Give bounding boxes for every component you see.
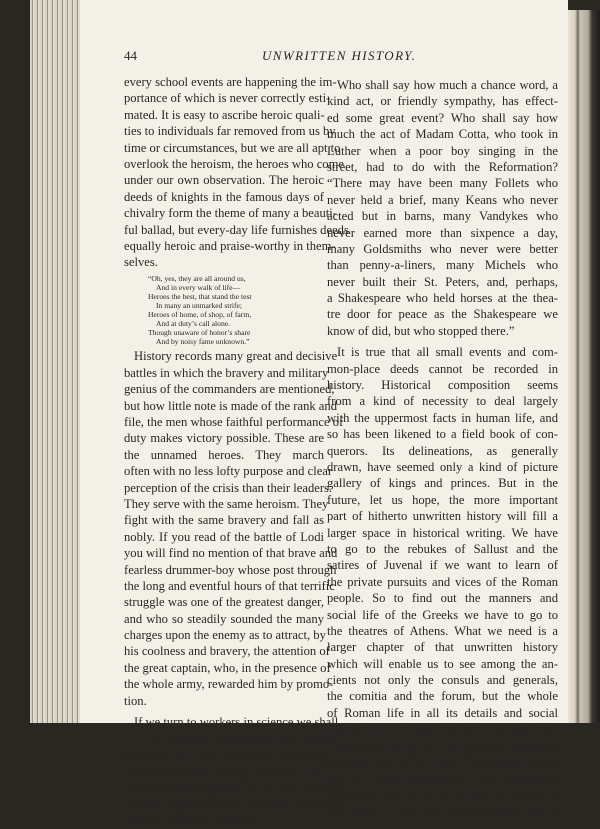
text-line: fight with the same bravery and fall as: [124, 513, 324, 528]
text-line: battles in which the bravery and military: [124, 365, 329, 380]
text-line: drawn, have seemed only a kind of picture: [327, 459, 558, 474]
text-line: History records many great and decisive: [134, 349, 338, 364]
text-line: It is true that all small events and com-: [337, 345, 558, 360]
poem-line: Heroes the best, that stand the test: [148, 291, 252, 301]
text-line: time or circumstances, but we are all apt to: [124, 140, 341, 155]
paragraph: [124, 74, 349, 271]
text-line: portance of which is never correctly esti-: [124, 91, 331, 106]
poem-line: And in every walk of life—: [156, 282, 241, 292]
text-line: cients not only the consuls and generals,: [327, 673, 558, 688]
poem-line: And by noisy fame unknown.”: [156, 337, 250, 347]
text-line: often with no less lofty purpose and clear: [124, 464, 333, 479]
text-line: a Shakespeare who held horses at the thea-: [327, 291, 558, 306]
text-line: struggle was one of the greatest danger,: [124, 595, 324, 610]
text-line: well of noble deeds about the hearthstone: [327, 771, 558, 786]
text-line: They serve with the same heroism. They: [124, 496, 329, 511]
poem-line: “Oh, yes, they are all around us,: [148, 273, 246, 283]
text-line: part of hitherto unwritten history will fill a: [327, 509, 558, 524]
text-line: acted but in barns, many Vandykes who: [327, 209, 558, 224]
text-line: duty makes victory possible. These are: [124, 431, 324, 446]
text-line: kind act, or friendly sympathy, has effect-: [327, 94, 558, 109]
text-line: know of did, but who stopped there.”: [327, 323, 515, 338]
text-line: overlook the heroism, the heroes who come: [124, 156, 344, 171]
right-page-edges: [565, 10, 600, 723]
text-line: world’s forgotten worthies.: [124, 813, 261, 828]
text-line: wrought for the good of all, but their names: [124, 780, 344, 795]
text-line: tre door for peace as the Shakespeare we: [327, 307, 558, 322]
text-line: than penny-a-liners, many Michels who: [327, 258, 558, 273]
text-line: and social life as of the outer and public: [327, 804, 558, 819]
paragraph: [124, 348, 344, 709]
text-line: “There may have been many Follets who: [327, 176, 558, 191]
poem-quote: [124, 274, 324, 347]
left-column: [124, 74, 349, 829]
text-line: mated. It is easy to ascribe heroic quali-: [124, 107, 325, 122]
text-line: the great captain, who, in the presence of: [124, 660, 331, 675]
text-line: and who so steadily sounded the many: [124, 611, 324, 626]
text-line: under our own observation. The heroic: [124, 173, 324, 188]
text-line: never held a brief, many Keans who never: [327, 192, 558, 207]
text-line: Luther when a poor boy singing in the: [327, 143, 558, 158]
text-line: have given to us all that goes to make up: [327, 738, 558, 753]
text-line: his coolness and bravery, the attention of: [124, 644, 330, 659]
text-line: the unnamed heroes. They march: [124, 447, 324, 462]
text-line: but how little note is made of the rank and: [124, 398, 337, 413]
text-line: nobly. If you read of the battle of Lodi: [124, 529, 324, 544]
text-line: the private pursuits and vices of the Roman: [327, 574, 558, 589]
text-line: the whole army, rewarded him by promo-: [124, 677, 334, 692]
text-line: chivalry form the theme of many a beauti-: [124, 206, 337, 221]
text-line: the long and eventful hours of that terrific: [124, 578, 335, 593]
poem-line: Heroes of home, of shop, of farm,: [148, 310, 252, 320]
text-line: street, had to do with the Reformation?: [327, 159, 558, 174]
text-line: of Roman life in all its details and social: [327, 705, 558, 720]
text-line: history. Historical composition seems: [327, 378, 558, 393]
text-line: the comitia and the forum, but the whole: [327, 689, 558, 704]
text-line: to go to the rebukes of Sallust and the: [327, 541, 558, 556]
text-line: charges upon the enemy as to attract, by: [124, 628, 326, 643]
text-line: future, let us hope, the more important: [327, 492, 558, 507]
poem-line: And at duty’s call alone.: [156, 319, 231, 329]
page-number: 44: [124, 48, 137, 63]
text-line: never earned more than sixpence a day,: [327, 225, 558, 240]
text-line: many Goldsmiths who never were better: [327, 241, 558, 256]
text-line: people. So to find out the manners and: [327, 591, 558, 606]
poem-line: Though unaware of honor’s share: [148, 328, 251, 338]
text-line: satires of Juvenal if we want to learn of: [327, 558, 558, 573]
text-line: every school events are happening the im-: [124, 75, 337, 89]
text-line: gallery of kings and princes. But in the: [327, 476, 558, 491]
text-line: querors. Its delineations, as generally: [327, 443, 558, 458]
text-line: never built their St. Peters, and, perhaps,: [327, 274, 558, 289]
text-line: have only gone to swell the long list of the: [124, 796, 339, 811]
paragraph: [327, 344, 558, 819]
text-line: social life of the Greeks we have to go to: [327, 607, 558, 622]
text-line: genius of the commanders are mentioned,: [124, 382, 335, 397]
paragraph: [327, 77, 558, 339]
text-line: selves.: [124, 255, 158, 270]
left-page-edges: [30, 0, 82, 723]
text-line: the sum-total of our manifold activities, as: [327, 755, 558, 770]
poem-line: In many an unmarked strife;: [156, 300, 243, 310]
text-line: with the uppermost facts in human life, and: [327, 410, 558, 425]
text-line: Who shall say how much a chance word, a: [337, 78, 558, 92]
text-line: the theatres of Athens. What we need is a: [327, 623, 558, 638]
text-line: mon-place deeds cannot be recorded in: [327, 361, 558, 376]
text-line: If we turn to workers in science we shall: [134, 715, 339, 730]
text-line: larger chapter of that unwritten history: [327, 640, 558, 655]
text-line: larger space in historical writing. We have: [327, 525, 558, 540]
text-line: which will enable us to see among the an-: [327, 656, 558, 671]
text-line: so has been likened to a field book of con-: [327, 427, 558, 442]
text-line: aspects. While with modern life we shall: [327, 722, 558, 737]
text-line: you will find no mention of that brave and: [124, 546, 338, 561]
right-column: [327, 77, 558, 820]
text-line: from a kind of necessity to deal largely: [327, 394, 558, 409]
text-line: deeds of knights in the famous days of: [124, 189, 324, 204]
text-line: ed some great event? Who shall say how: [327, 110, 558, 125]
text-line: ties to individuals far removed from us by: [124, 124, 336, 139]
text-line: perception of the crisis than their leaders.: [124, 480, 333, 495]
book-page: [80, 0, 568, 828]
text-line: as on the field of battle, as well of domestic: [327, 787, 558, 802]
text-line: the credit due their labors and frequently: [124, 747, 329, 762]
text-line: fearless drummer-boy whose post through: [124, 562, 337, 577]
text-line: much the act of Madam Cotta, who took in: [327, 127, 558, 142]
paragraph: [124, 714, 344, 829]
running-head: UNWRITTEN HISTORY.: [262, 48, 417, 63]
text-line: tion.: [124, 693, 147, 708]
text-line: have died comparatively unknown. They: [124, 764, 330, 779]
text-line: find that many of them never have received: [124, 731, 344, 746]
text-line: file, the men whose faithful performance of: [124, 415, 344, 429]
text-line: ful ballad, but every-day life furnishes deeds: [124, 222, 349, 237]
text-line: equally heroic and praise-worthy in them-: [124, 238, 336, 253]
